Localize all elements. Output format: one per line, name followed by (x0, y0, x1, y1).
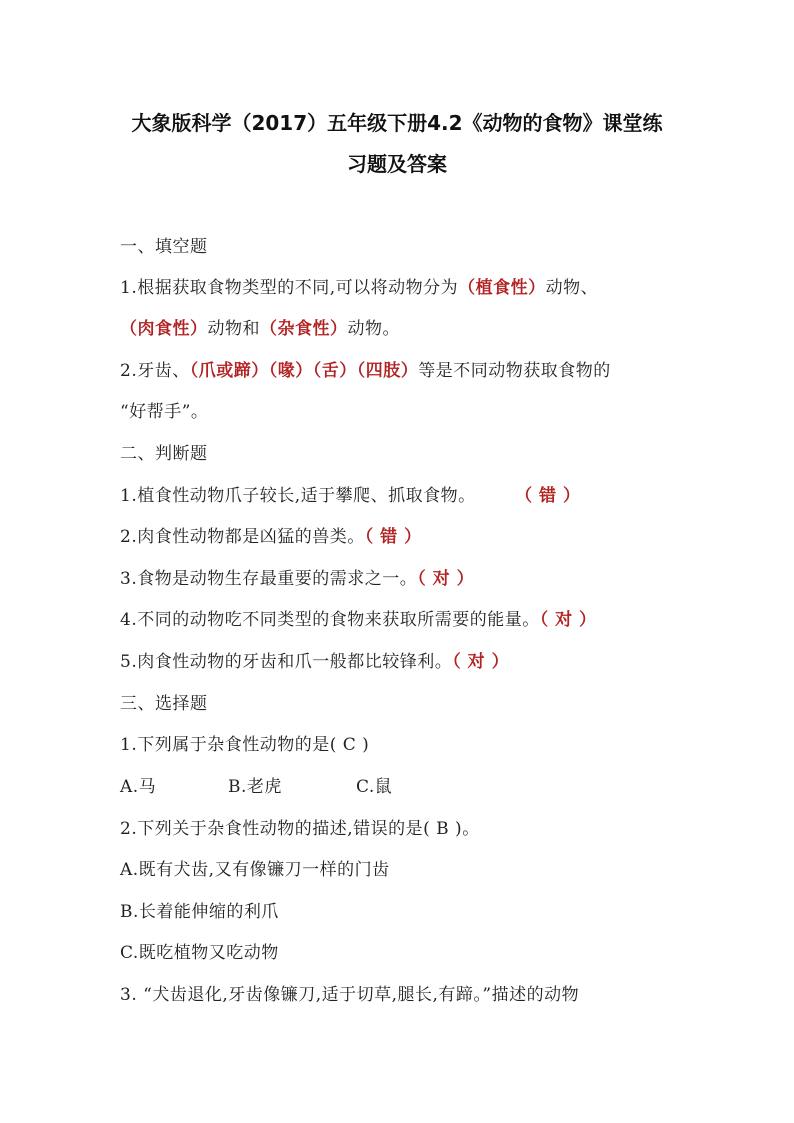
question-text: 动物、 (545, 278, 599, 298)
question-text: 等是不同动物获取食物的 (418, 361, 611, 381)
question-text: 4.不同的动物吃不同类型的食物来获取所需要的能量。 (120, 610, 540, 630)
document-title-line2: 习题及答案 (347, 152, 447, 176)
question-text: 1.根据获取食物类型的不同,可以将动物分为 (120, 278, 459, 298)
fill-question-2-line1 (120, 356, 611, 381)
question-text: 动物。 (347, 319, 400, 339)
choice-question-1: 1.下列属于杂食性动物的是( C ) (120, 735, 370, 755)
answer-text: （爪或蹄）（喙）（舌）（四肢） (189, 361, 419, 381)
question-text: 2.牙齿、 (120, 361, 190, 381)
choice-option: A.马 (120, 777, 157, 797)
choice-option: C.既吃植物又吃动物 (120, 943, 279, 963)
document-title-line1: 大象版科学（2017）五年级下册4.2《动物的食物》课堂练 (131, 111, 663, 135)
question-text: 1.植食性动物爪子较长,适于攀爬、抓取食物。 (120, 486, 476, 506)
answer-text: （植食性） (458, 278, 546, 298)
answer-text: （ 对 ） (452, 652, 510, 672)
section-heading-multiple-choice: 三、选择题 (120, 694, 208, 714)
choice-option: C.鼠 (356, 777, 393, 797)
judge-item-5 (120, 647, 509, 672)
fill-question-2-line2: “好帮手”。 (120, 402, 209, 422)
section-heading-fill-blank: 一、填空题 (120, 237, 208, 257)
answer-text: （肉食性） (120, 319, 208, 339)
answer-text: （ 错 ） (364, 527, 422, 547)
judge-item-3 (120, 564, 474, 589)
choice-question-2: 2.下列关于杂食性动物的描述,错误的是( B )。 (120, 819, 480, 839)
answer-text: （ 对 ） (539, 610, 597, 630)
answer-text: （ 对 ） (417, 569, 475, 589)
choice-question-3: 3. “犬齿退化,牙齿像镰刀,适于切草,腿长,有蹄。”描述的动物 (120, 985, 580, 1005)
answer-text: （杂食性） (260, 319, 348, 339)
choice-option: B.老虎 (228, 777, 282, 797)
choice-option: B.长着能伸缩的利爪 (120, 902, 279, 922)
question-text: 2.肉食性动物都是凶猛的兽类。 (120, 527, 365, 547)
judge-item-1 (120, 481, 580, 506)
fill-question-1-line1 (120, 273, 598, 298)
fill-question-1-line2 (120, 314, 400, 339)
section-heading-true-false: 二、判断题 (120, 444, 208, 464)
judge-item-4 (120, 605, 597, 630)
choice-option: A.既有犬齿,又有像镰刀一样的门齿 (120, 860, 390, 880)
question-text: 动物和 (207, 319, 260, 339)
question-text: 3.食物是动物生存最重要的需求之一。 (120, 569, 418, 589)
judge-item-2 (120, 522, 422, 547)
choice-question-1-options (120, 772, 392, 797)
answer-text: （ 错 ） (523, 486, 581, 506)
question-text: 5.肉食性动物的牙齿和爪一般都比较锋利。 (120, 652, 453, 672)
